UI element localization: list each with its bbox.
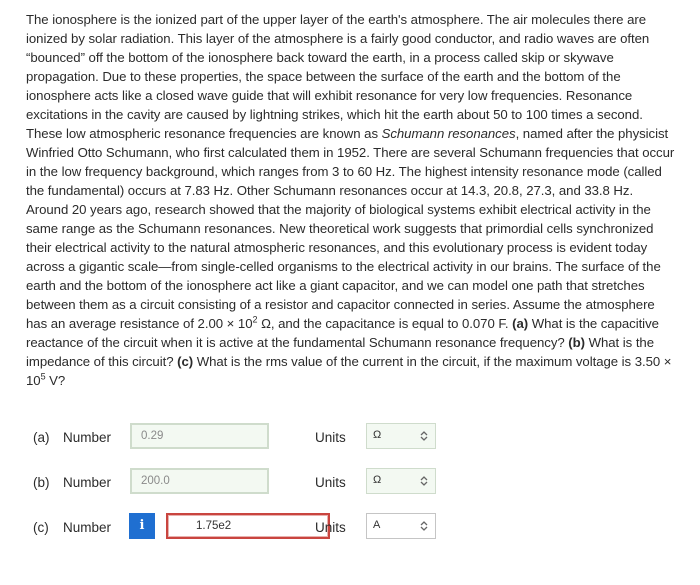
- schumann-resonances-term: Schumann resonances: [381, 126, 516, 141]
- chevron-up-down-icon: [419, 474, 429, 488]
- chevron-up-down-icon: [419, 429, 429, 443]
- voltage-exponent: 5: [40, 371, 46, 382]
- number-label-a: Number: [63, 430, 112, 445]
- problem-paragraph-part-3: Ω, and the capacitance is equal to 0.070 F.: [257, 316, 513, 331]
- part-label-c: (c): [33, 520, 49, 535]
- unit-select-a[interactable]: [366, 423, 436, 449]
- unit-select-c[interactable]: [366, 513, 436, 539]
- info-icon[interactable]: i: [129, 513, 155, 539]
- unit-value-c: A: [373, 519, 381, 531]
- problem-paragraph-part-1: The ionosphere is the ionized part of the upper layer of the earth's atmosphere. The air molecules there are ionized by solar radiation. This layer of the atmosphere is a fairly good conductor, and radio waves are often “bounced” off the bottom of the ionosphere back toward the earth, in a process called skip or skywave propagation. Due to these properties, the space between the surface of the earth and the bottom of the ionosphere acts like a closed wave guide that will exhibit resonance for very low frequencies. Resonance excitations in the cavity are caused by lightning strikes, which hit the earth about 50 to 100 times a second. These low atmospheric resonance frequencies are known as: [26, 12, 650, 141]
- resistance-exponent: 2: [252, 314, 258, 325]
- problem-paragraph-part-2: , named after the physicist Winfried Otto Schumann, who first calculated them in 1952. There are several Schumann frequencies that occur in the low frequency background, which ranges from 3 to 60 Hz. The highest intensity resonance mode (called the fundamental) occurs at 7.83 Hz. Other Schumann resonances occur at 14.3, 20.8, 27.3, and 33.8 Hz. Around 20 years ago, research showed that the majority of biological systems exhibit electrical activity in the same range as the Schumann resonances. New theoretical work suggests that primordial cells synchronized their electrical activity to the natural atmospheric resonances, and this evolutionary process is evident today across a gigantic scale—from single-celled organisms to the electrical activity in our brains. The surface of the earth and the bottom of the ionosphere act like a giant capacitor, and we can model one path that stretches between them as a circuit consisting of a resistor and capacitor connected in series. Assume the atmosphere has an average resistance of 2.00 × 10: [26, 126, 675, 331]
- units-label-c: Units: [315, 520, 346, 535]
- part-label-a: (a): [33, 430, 50, 445]
- question-b-text: What is the impedance of this circuit?: [26, 335, 654, 369]
- answer-row-c: [33, 513, 453, 543]
- units-label-a: Units: [315, 430, 346, 445]
- number-label-c: Number: [63, 520, 112, 535]
- answer-input-a[interactable]: [130, 423, 269, 449]
- answer-row-b: [33, 468, 453, 498]
- answer-input-c[interactable]: [166, 513, 330, 539]
- answer-row-a: [33, 423, 453, 453]
- unit-value-b: Ω: [373, 474, 382, 486]
- answer-input-b[interactable]: [130, 468, 269, 494]
- question-a-text: What is the capacitive reactance of the circuit when it is active at the fundamental Schumann resonance frequency?: [26, 316, 659, 350]
- unit-select-b[interactable]: [366, 468, 436, 494]
- units-label-b: Units: [315, 475, 346, 490]
- question-c-text: What is the rms value of the current in the circuit, if the maximum voltage is 3.50 × 10: [26, 354, 672, 388]
- number-label-b: Number: [63, 475, 112, 490]
- problem-text: [26, 10, 676, 390]
- part-label-b: (b): [33, 475, 50, 490]
- question-b-label: (b): [568, 335, 585, 350]
- question-a-label: (a): [512, 316, 529, 331]
- question-c-label: (c): [177, 354, 194, 369]
- unit-value-a: Ω: [373, 429, 382, 441]
- chevron-up-down-icon: [419, 519, 429, 533]
- question-c-text-end: V?: [45, 373, 66, 388]
